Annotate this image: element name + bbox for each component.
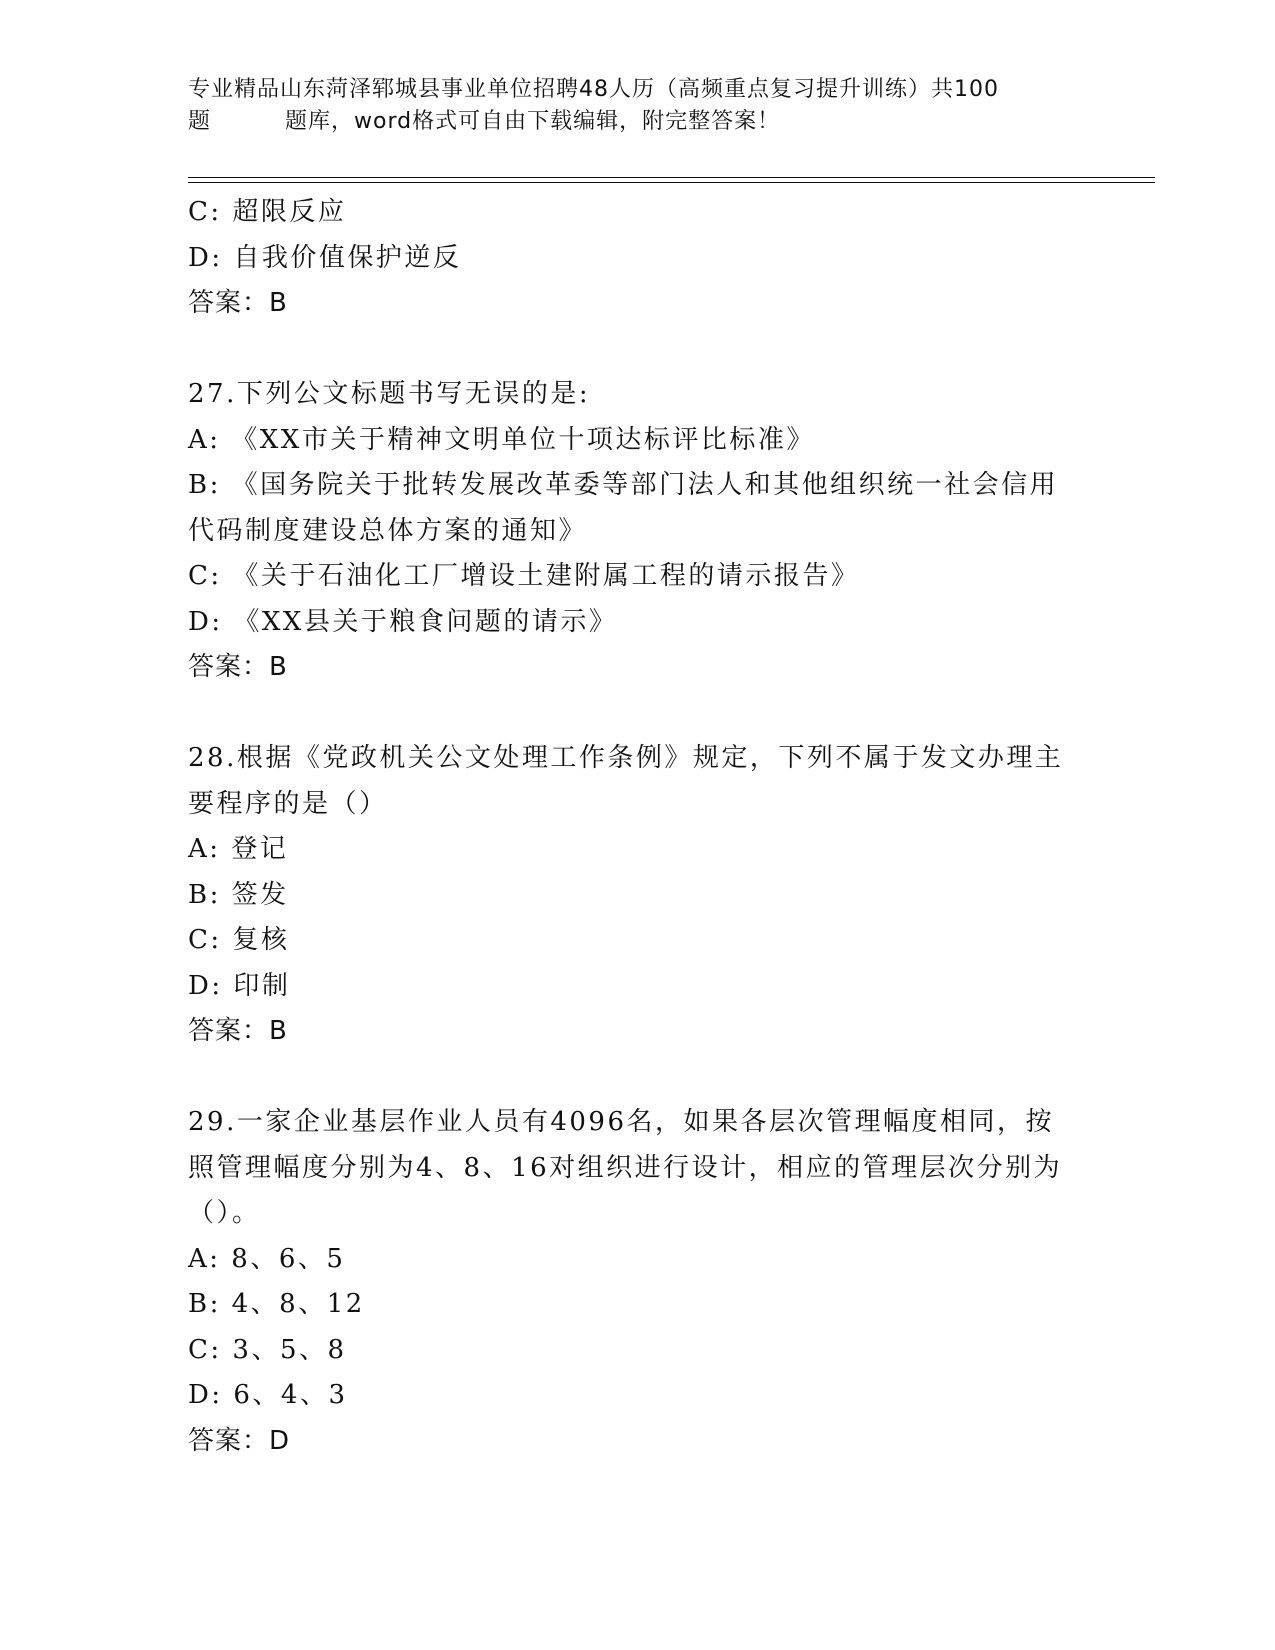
question-stem-continued-2: （）。 xyxy=(188,1198,261,1228)
answer-line: 答案：B xyxy=(188,652,288,682)
option-b: B: 签发 xyxy=(188,879,289,910)
option-d: D: 自我价值保护逆反 xyxy=(188,242,462,273)
option-c: C: 超限反应 xyxy=(188,197,347,227)
header-title-line2-left: 题 xyxy=(188,109,212,134)
page-header xyxy=(188,74,1088,138)
question-27 xyxy=(188,372,1088,691)
question-26-tail xyxy=(188,190,1088,327)
option-c: C: 《关于石油化工厂增设土建附属工程的请示报告》 xyxy=(188,561,860,591)
header-title-line1: 专业精品山东菏泽郓城县事业单位招聘48人历（高频重点复习提升训练）共100 xyxy=(188,77,999,102)
answer-line: 答案：B xyxy=(188,1016,288,1046)
option-a: A: 《XX市关于精神文明单位十项达标评比标准》 xyxy=(188,424,815,455)
option-d: D: 6、4、3 xyxy=(188,1380,348,1410)
answer-line: 答案：B xyxy=(188,288,288,318)
header-divider-bottom xyxy=(188,182,1155,183)
option-a: A: 8、6、5 xyxy=(188,1243,346,1274)
option-d: D: 印制 xyxy=(188,970,291,1001)
question-28 xyxy=(188,736,1088,1055)
option-c: C: 3、5、8 xyxy=(188,1334,347,1365)
header-title-line2-right: 题库，word格式可自由下载编辑，附完整答案！ xyxy=(285,109,781,134)
option-b: B: 《国务院关于批转发展改革委等部门法人和其他组织统一社会信用 xyxy=(188,470,1059,500)
option-a: A: 登记 xyxy=(188,834,289,864)
document-body xyxy=(188,190,1088,1464)
option-d: D: 《XX县关于粮食问题的请示》 xyxy=(188,606,618,637)
question-stem: 28.根据《党政机关公文处理工作条例》规定，下列不属于发文办理主 xyxy=(188,743,1064,773)
option-c: C: 复核 xyxy=(188,925,290,955)
question-stem-continued: 照管理幅度分别为4、8、16对组织进行设计，相应的管理层次分别为 xyxy=(188,1152,1063,1183)
question-stem: 29.一家企业基层作业人员有4096名，如果各层次管理幅度相同，按 xyxy=(188,1107,1055,1137)
answer-line: 答案：D xyxy=(188,1425,291,1456)
header-title-line2 xyxy=(188,106,1088,138)
option-b: B: 4、8、12 xyxy=(188,1289,365,1319)
option-b-continued: 代码制度建设总体方案的通知》 xyxy=(188,515,588,546)
question-stem: 27.下列公文标题书写无误的是: xyxy=(188,379,591,409)
question-stem-continued: 要程序的是（） xyxy=(188,788,388,819)
header-divider-top xyxy=(188,177,1155,178)
question-29 xyxy=(188,1100,1088,1464)
